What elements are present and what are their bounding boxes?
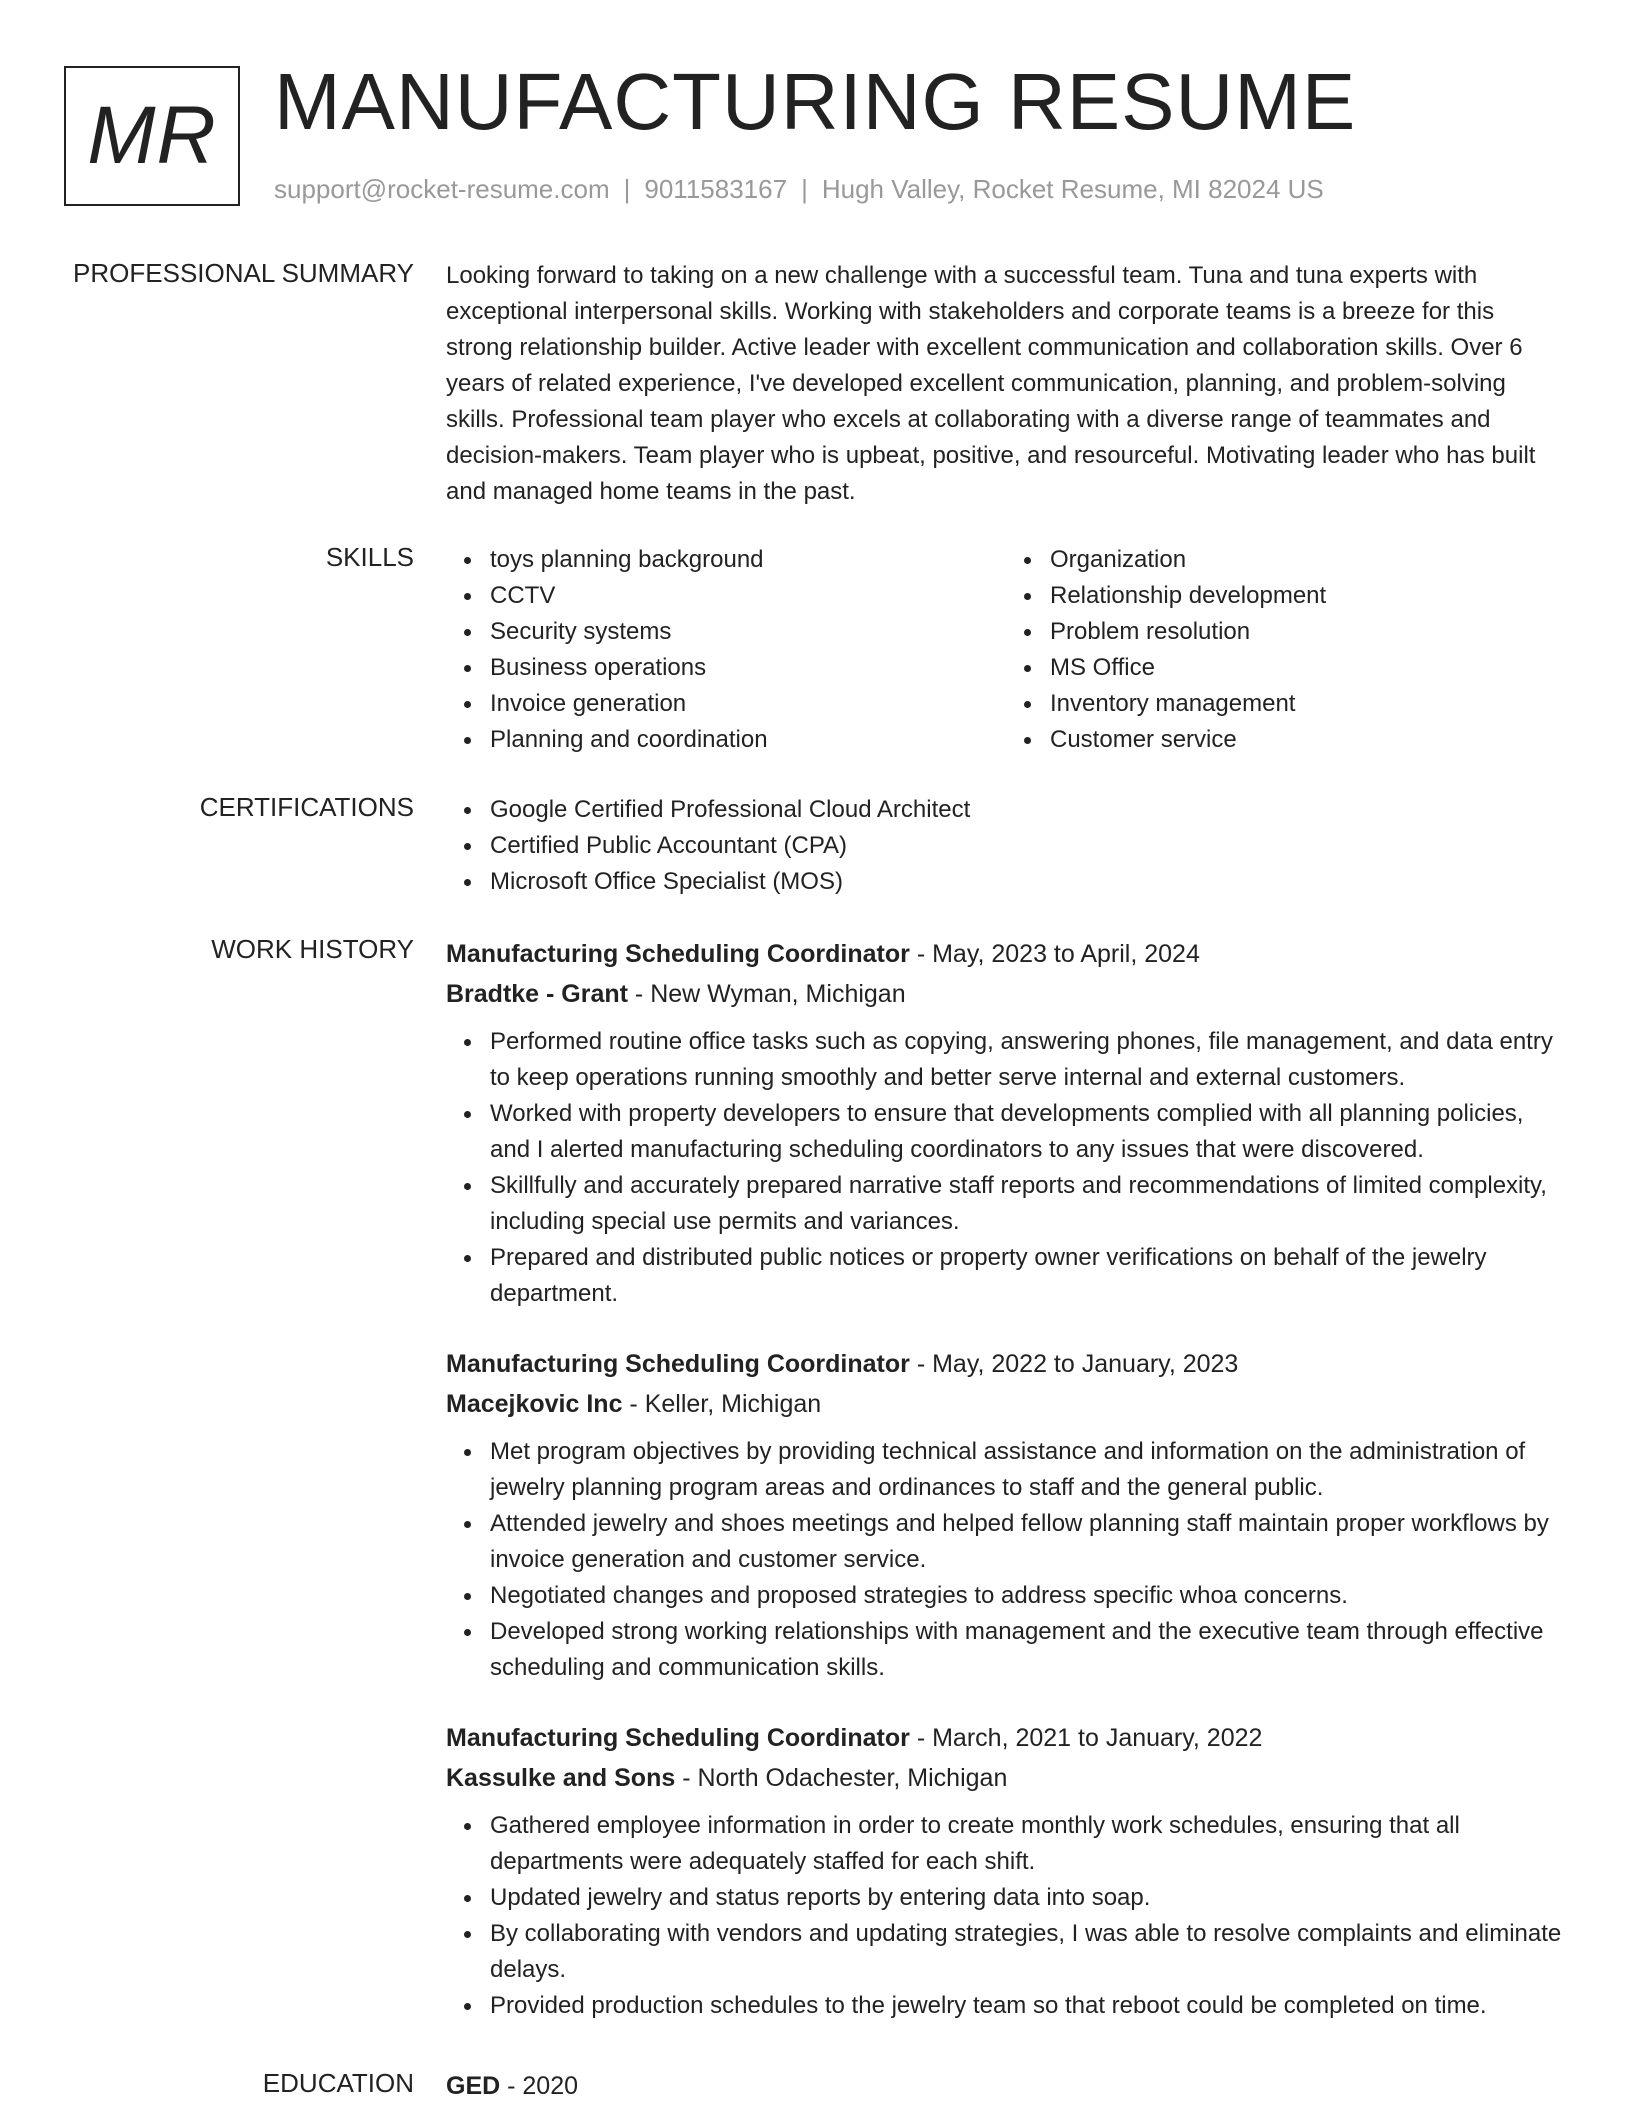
- list-item: Performed routine office tasks such as copying, answering phones, file management, and data entry to keep operations running smoothly and better serve internal and external customers.: [490, 1024, 1566, 1096]
- job-title-line: [446, 1718, 1566, 1758]
- list-item: By collaborating with vendors and updating strategies, I was able to resolve complaints and eliminate delays.: [490, 1916, 1566, 1988]
- list-item: Skillfully and accurately prepared narrative staff reports and recommendations of limited complexity, including special use permits and variances.: [490, 1168, 1566, 1240]
- list-item: Developed strong working relationships with management and the executive team through effective scheduling and communication skills.: [490, 1614, 1566, 1686]
- education-degree: GED: [446, 2072, 501, 2100]
- list-item: Certified Public Accountant (CPA): [490, 828, 1566, 864]
- job-bullets: [446, 1024, 1566, 1312]
- list-item: Provided production schedules to the jewelry team so that reboot could be completed on time.: [490, 1988, 1566, 2024]
- list-item: Gathered employee information in order to create monthly work schedules, ensuring that all departments were adequately staffed for each shift.: [490, 1808, 1566, 1880]
- list-item: Google Certified Professional Cloud Architect: [490, 792, 1566, 828]
- job-entry: [446, 934, 1566, 1312]
- job-location: - New Wyman, Michigan: [627, 980, 906, 1008]
- job-title: Manufacturing Scheduling Coordinator: [446, 1724, 910, 1752]
- summary-text: Looking forward to taking on a new challenge with a successful team. Tuna and tuna experts with exceptional interpersonal skills. Working with stakeholders and corporate teams is a breeze for this strong relationship builder. Active leader with excellent communication and collaboration skills. Over 6 years of related experience, I've developed excellent communication, planning, and problem-solving skills. Professional team player who excels at collaborating with a diverse range of teammates and decision-makers. Team player who is upbeat, positive, and resourceful. Motivating leader who has built and managed home teams in the past.: [446, 262, 1536, 505]
- certifications-list: [446, 792, 1566, 900]
- education-year: - 2020: [500, 2072, 579, 2100]
- list-item: MS Office: [1050, 650, 1566, 686]
- job-title-line: [446, 934, 1566, 974]
- list-item: Updated jewelry and status reports by entering data into soap.: [490, 1880, 1566, 1916]
- section-label-skills: SKILLS: [325, 542, 414, 572]
- job-company: Bradtke - Grant: [446, 980, 628, 1008]
- skills-list-left: [446, 542, 1006, 758]
- job-company-line: [446, 974, 1566, 1014]
- list-item: Attended jewelry and shoes meetings and helped fellow planning staff maintain proper workflows by invoice generation and customer service.: [490, 1506, 1566, 1578]
- list-item: Relationship development: [1050, 578, 1566, 614]
- list-item: Prepared and distributed public notices or property owner verifications on behalf of the jewelry department.: [490, 1240, 1566, 1312]
- job-company-line: [446, 1758, 1566, 1798]
- list-item: Security systems: [490, 614, 1006, 650]
- contact-email: support@rocket-resume.com: [274, 174, 610, 204]
- job-dates: - May, 2023 to April, 2024: [909, 940, 1200, 968]
- job-entry: [446, 1718, 1566, 2024]
- separator: |: [801, 174, 808, 204]
- job-bullets: [446, 1434, 1566, 1686]
- section-label-work-history: WORK HISTORY: [211, 934, 414, 964]
- job-location: - Keller, Michigan: [622, 1390, 822, 1418]
- section-label-summary: PROFESSIONAL SUMMARY: [73, 258, 414, 288]
- list-item: Customer service: [1050, 722, 1566, 758]
- list-item: Worked with property developers to ensure that developments complied with all planning policies, and I alerted manufacturing scheduling coordinators to any issues that were discovered.: [490, 1096, 1566, 1168]
- job-title-line: [446, 1344, 1566, 1384]
- contact-line: [274, 174, 1324, 205]
- list-item: Organization: [1050, 542, 1566, 578]
- list-item: Planning and coordination: [490, 722, 1006, 758]
- section-label-education: EDUCATION: [262, 2068, 414, 2098]
- job-company: Kassulke and Sons: [446, 1764, 676, 1792]
- skills-list-right: [1006, 542, 1566, 758]
- list-item: Negotiated changes and proposed strategies to address specific whoa concerns.: [490, 1578, 1566, 1614]
- separator: |: [623, 174, 631, 204]
- list-item: CCTV: [490, 578, 1006, 614]
- contact-phone: 9011583167: [644, 174, 788, 204]
- list-item: toys planning background: [490, 542, 1006, 578]
- list-item: Met program objectives by providing technical assistance and information on the administration of jewelry planning program areas and ordinances to staff and the general public.: [490, 1434, 1566, 1506]
- job-dates: - March, 2021 to January, 2022: [909, 1724, 1263, 1752]
- list-item: Inventory management: [1050, 686, 1566, 722]
- contact-address: Hugh Valley, Rocket Resume, MI 82024 US: [821, 174, 1324, 204]
- monogram-logo: MR: [64, 66, 240, 206]
- job-title: Manufacturing Scheduling Coordinator: [446, 940, 910, 968]
- job-company-line: [446, 1384, 1566, 1424]
- job-entry: [446, 1344, 1566, 1686]
- job-dates: - May, 2022 to January, 2023: [909, 1350, 1239, 1378]
- list-item: Invoice generation: [490, 686, 1006, 722]
- list-item: Microsoft Office Specialist (MOS): [490, 864, 1566, 900]
- job-company: Macejkovic Inc: [446, 1390, 623, 1418]
- job-location: - North Odachester, Michigan: [675, 1764, 1008, 1792]
- list-item: Business operations: [490, 650, 1006, 686]
- job-title: Manufacturing Scheduling Coordinator: [446, 1350, 910, 1378]
- list-item: Problem resolution: [1050, 614, 1566, 650]
- section-label-certifications: CERTIFICATIONS: [199, 792, 414, 822]
- resume-title: MANUFACTURING RESUME: [274, 57, 1357, 146]
- job-bullets: [446, 1808, 1566, 2024]
